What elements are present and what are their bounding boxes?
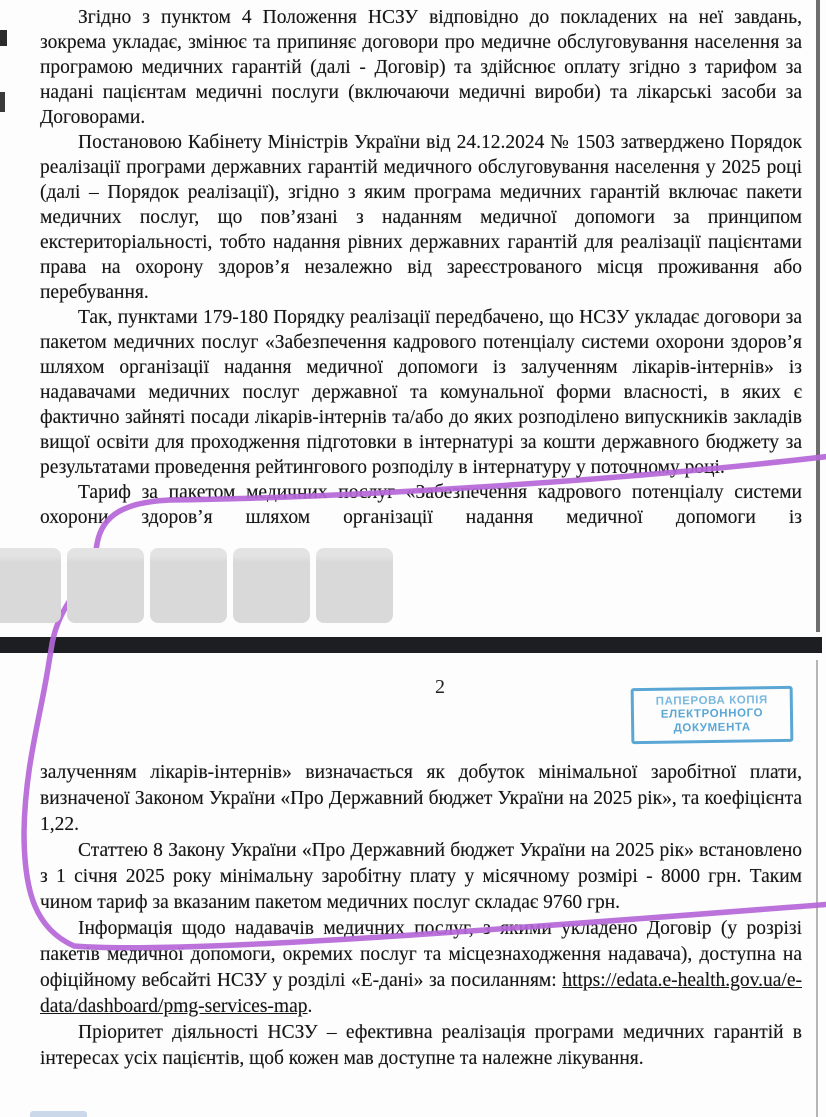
redacted-icon-placeholder (233, 548, 310, 623)
edata-dashboard-link[interactable]: https://edata.e-health.gov.ua/e-data/dashboard/pmg-services-map (40, 970, 802, 1017)
stamp-text-line: ЕЛЕКТРОННОГО (660, 707, 764, 721)
paragraph-text: Інформація щодо надавачів медичних послуг, з якими укладено Договір (у розрізі пакетів медичної допомоги, окремих послуг та місцезнаходження надавача), доступна на офіційному вебсайті НСЗУ у розділі «Е-дані» за посиланням: (40, 918, 802, 991)
paragraph-text: . (307, 996, 313, 1017)
scan-edge-line (816, 0, 820, 632)
paragraph: Так, пунктами 179-180 Порядку реалізації передбачено, що НСЗУ укладає договори за пакетом медичних послуг «Забезпечення кадрового потенціалу системи охорони здоров’я шляхом організації надання медичної допомоги із залученням лікарів-інтернів» із надавачами медичних послуг державної та комунальної форми власності, в яких є фактично зайняті посади лікарів-інтернів та/або до яких розподілено випускників закладів вищої освіти для проходження підготовки в інтернатурі за кошти державного бюджету за результатами проведення рейтингового розподілу в інтернатуру у поточному році. (40, 307, 802, 478)
screenshot-separator-bar (0, 637, 822, 653)
stamp-text-line: ПАПЕРОВА КОПІЯ (655, 693, 768, 708)
redacted-icon-placeholder (316, 548, 393, 623)
paragraph: Згідно з пунктом 4 Положення НСЗУ відповідно до покладених на неї завдань, зокрема укладає, змінює та припиняє договори про медичне обслуговування населення за програмою медичних гарантій (далі - Договір) та здійснює оплату згідно з тарифом за надані пацієнтам медичні послуги (включаючи медичні вироби) та лікарські засоби за Договорами. (40, 7, 802, 128)
page2-text-block (40, 760, 802, 1072)
scan-edge-artifact (0, 92, 5, 112)
electronic-copy-stamp (631, 686, 794, 744)
redacted-icon-placeholder (150, 548, 227, 623)
paragraph: Постановою Кабінету Міністрів України від 24.12.2024 № 1503 затверджено Порядок реалізації програми державних гарантій медичного обслуговування населення у 2025 році (далі – Порядок реалізації), згідно з яким програма медичних гарантій включає пакети медичних послуг, що пов’язані з наданням медичної допомоги за принципом екстериторіальності, тобто надання рівних державних гарантій для реалізації пацієнтами права на охорону здоров’я незалежно від зареєстрованого місця проживання або перебування. (40, 132, 802, 303)
paragraph-truncated: Тариф за пакетом медичних послуг «Забезпечення кадрового потенціалу системи охорони здоров’я шляхом організації надання медичної допомоги із (40, 482, 802, 528)
page1-text-block (40, 5, 802, 530)
cropped-blue-element (30, 1111, 87, 1117)
page-number: 2 (435, 676, 445, 698)
stamp-text-line: ДОКУМЕНТА (673, 721, 751, 735)
paragraph-continued: залученням лікарів-інтернів» визначається як добуток мінімальної заробітної плати, визначеної Законом України «Про Державний бюджет України на 2025 рік», та коефіцієнта 1,22. (40, 762, 802, 835)
scan-edge-line (816, 660, 818, 1117)
paragraph: Пріоритет діяльності НСЗУ – ефективна реалізація програми медичних гарантій в інтересах усіх пацієнтів, щоб кожен мав доступне та належне лікування. (40, 1022, 802, 1069)
redacted-icon-placeholder (67, 548, 144, 623)
paragraph (40, 916, 802, 1020)
redacted-icon-placeholder (0, 548, 61, 623)
paragraph: Статтею 8 Закону України «Про Державний бюджет України на 2025 рік» встановлено з 1 січня 2025 року мінімальну заробітну плату у місячному розмірі - 8000 грн. Таким чином тариф за вказаним пакетом медичних послуг складає 9760 грн. (40, 840, 802, 913)
scan-edge-artifact (0, 30, 7, 46)
